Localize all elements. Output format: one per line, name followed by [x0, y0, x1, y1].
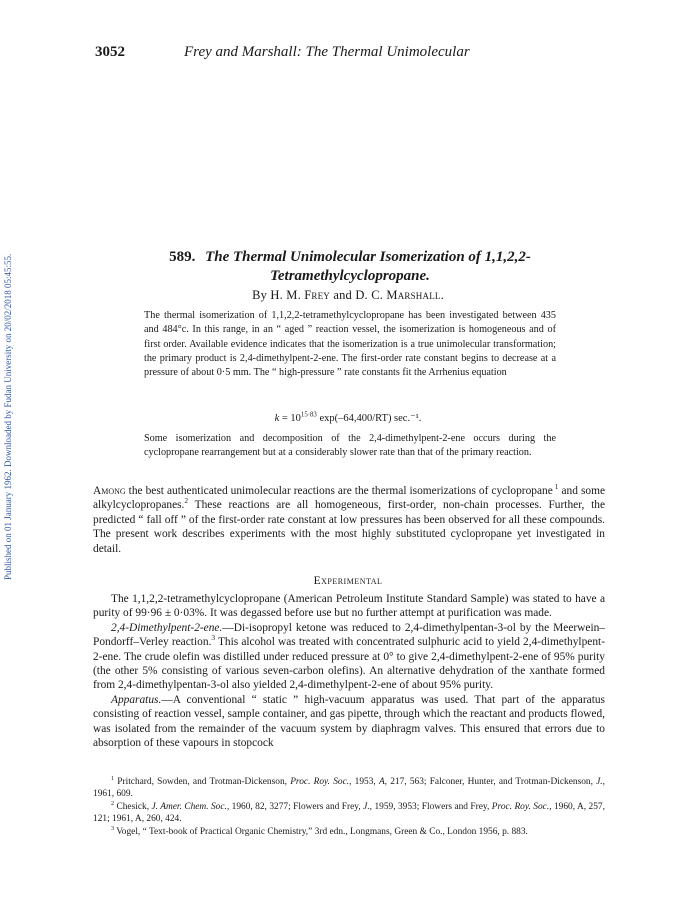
introduction: [93, 484, 605, 556]
abstract-paragraph-1: The thermal isomerization of 1,1,2,2-tetramethylcyclopropane has been investigated between 435 and 484°c. In this range, in an “ aged ” reaction vessel, the isomerization is homogeneous and of first order. Available evidence indicates that the isomerization is a true unimolecular transformation; the primary product is 2,4-dimethylpent-2-ene. The first-order rate constant begins to decrease at a pressure of about 0·5 mm. The “ high-pressure ” rate constants fit the Arrhenius equation: [144, 310, 556, 379]
fn2-d: , 1960, A, 257, 121; 1961, A, 260, 424.: [93, 801, 605, 825]
fn1-journal2: J.: [596, 777, 603, 787]
footnote-1: [93, 776, 605, 801]
arrhenius-equation: [0, 412, 696, 424]
authors-line: [0, 288, 696, 303]
fn1-vol: A: [378, 777, 385, 787]
fn3-a: Vogel, “ Text-book of Practical Organic Chemistry,” 3rd edn., Longmans, Green & Co., London 1956, p. 883.: [114, 826, 528, 837]
ref-3: 3: [211, 633, 216, 643]
exp-p3-title: Apparatus.: [111, 693, 162, 706]
ref-2: 2: [184, 496, 189, 506]
page-number: 3052: [95, 44, 125, 60]
fn1-journal: Proc. Roy. Soc.: [290, 777, 350, 787]
running-title: Frey and Marshall: The Thermal Unimolecular: [184, 44, 470, 60]
footnotes: [93, 776, 605, 838]
fn2-journal2: J.: [363, 801, 370, 812]
footnote-2: [93, 801, 605, 826]
footnote-3: [93, 826, 605, 838]
equation-rhs: exp(–64,400/RT) sec.⁻¹.: [319, 413, 422, 424]
intro-text-b: and some alkylcyclopropanes.: [93, 485, 605, 512]
author-frey: H. M. Frey: [270, 288, 330, 302]
equation-k: k: [274, 413, 280, 424]
fn1-d: , 1961, 609.: [93, 777, 605, 800]
exp-p2-b: This alcohol was treated with concentrated sulphuric acid to yield 2,4-dimethylpent-2-ene. The crude olefin was distilled under reduced pressure at 0° to give 2,4-dimethylpent-2-ene of 95% purity (the other 5% consisting of various seven-carbon olefins). An alternative dehydration of the xanthate formed from 2,4-dimethylpentan-3-ol also yielded 2,4-dimethylpent-2-ene of about 95% purity.: [93, 636, 605, 692]
fn1-c: , 217, 563; Falconer, Hunter, and Trotman-Dickenson,: [384, 777, 597, 787]
experimental-heading: Experimental: [313, 575, 383, 587]
authors-and: and: [333, 288, 352, 302]
article-title-block: [100, 248, 600, 286]
intro-lead: Among: [93, 485, 126, 497]
fn2-a: Chesick,: [114, 801, 152, 812]
author-marshall: D. C. Marshall.: [355, 288, 444, 302]
fn2-b: , 1960, 82, 3277; Flowers and Frey,: [226, 801, 364, 812]
abstract-paragraph-2: Some isomerization and decomposition of the 2,4-dimethylpent-2-ene occurs during the cyclopropane rearrangement but at a considerably slower rate than that of the primary reaction.: [144, 433, 556, 459]
fn1-b: , 1953,: [349, 777, 379, 787]
equation-eq: = 10: [281, 413, 301, 424]
fn1-a: Pritchard, Sowden, and Trotman-Dickenson,: [114, 777, 291, 787]
download-notice: Published on 01 January 1962. Downloaded by Fudan University on 20/02/2018 05:45:55.: [3, 253, 13, 580]
article-number: 589.: [169, 249, 196, 265]
exp-paragraph-3: [93, 693, 605, 751]
intro-text-c: These reactions are all homogeneous, first-order, non-chain processes. Further, the predicted “ fall off ” of the first-order rate constant at low pressures has been observed for all these compounds. The present work describes experiments with the most highly substituted cyclopropane yet investigated in detail.: [93, 499, 605, 555]
experimental-section: [93, 592, 605, 750]
exp-paragraph-1: The 1,1,2,2-tetramethylcyclopropane (American Petroleum Institute Standard Sample) was stated to have a purity of 99·96 ± 0·03%. It was degassed before use but no further attempt at purification was made.: [93, 593, 605, 620]
exp-p3-text: —A conventional “ static ” high-vacuum apparatus was used. That part of the apparatus consisting of reaction vessel, sample container, and gas pipette, through which the reactant and products flowed, was isolated from the remainder of the vacuum system by diaphragm valves. This ensured that errors due to absorption of these vapours in stopcock: [93, 693, 605, 750]
fn2-journal3: Proc. Roy. Soc.: [491, 801, 550, 812]
fn2-c: , 1959, 3953; Flowers and Frey,: [369, 801, 492, 812]
article-title: The Thermal Unimolecular Isomerization of 1,1,2,2-Tetramethylcyclopropane.: [205, 249, 531, 284]
authors-prefix: By: [252, 288, 268, 302]
exp-p2-title: 2,4-Dimethylpent-2-ene.: [111, 621, 223, 634]
intro-text-a: the best authenticated unimolecular reactions are the thermal isomerizations of cyclopropane: [125, 485, 553, 497]
exp-p2-a: —Di-isopropyl ketone was reduced to 2,4-dimethylpentan-3-ol by the Meerwein–Pondorff–Verley reaction.: [93, 621, 605, 649]
footnote-3-num: 3: [111, 825, 115, 832]
footnote-1-num: 1: [111, 775, 115, 782]
equation-exponent: 15·83: [300, 411, 317, 419]
exp-paragraph-2: [93, 621, 605, 693]
ref-1: 1: [552, 482, 559, 492]
footnote-2-num: 2: [111, 800, 115, 807]
fn2-journal: J. Amer. Chem. Soc.: [151, 801, 227, 812]
